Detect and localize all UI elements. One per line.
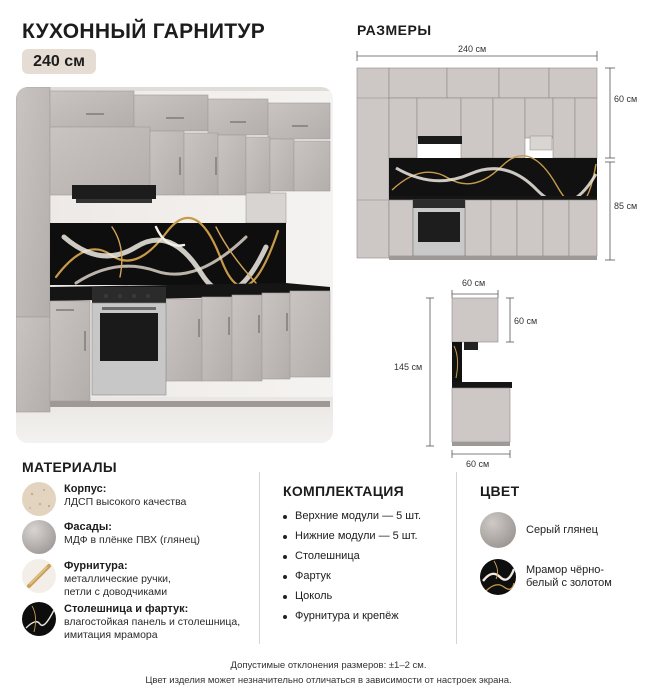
black-gold-marble-color-icon (480, 559, 516, 595)
bullet-icon (283, 575, 287, 579)
material-head: Столешница и фартук: (64, 603, 189, 615)
material-desc: имитация мрамора (64, 629, 158, 641)
list-item (283, 590, 421, 603)
material-item (22, 520, 200, 554)
kit-title: КОМПЛЕКТАЦИЯ (283, 483, 404, 499)
color-label-line: белый с золотом (526, 577, 612, 589)
divider (456, 472, 457, 644)
material-item (22, 602, 240, 642)
kitchen-photo (16, 87, 333, 443)
footnote-tolerance: Допустимые отклонения размеров: ±1–2 см. (230, 660, 427, 671)
color-label-line: Мрамор чёрно- (526, 564, 605, 576)
material-desc: ЛДСП высокого качества (64, 496, 187, 508)
size-badge: 240 см (22, 49, 96, 74)
colors-title: ЦВЕТ (480, 483, 520, 499)
front-width-label: 240 см (458, 44, 487, 54)
list-item (283, 550, 421, 563)
gold-handle-swatch-icon (22, 559, 56, 593)
footnote-color-disclaimer: Цвет изделия может незначительно отличаться в зависимости от настроек экрана. (145, 675, 512, 686)
front-lower-height-label: 85 см (614, 201, 638, 211)
divider (259, 472, 260, 644)
side-upper-height-label: 60 см (514, 316, 538, 326)
bullet-icon (283, 595, 287, 599)
side-elevation-drawing (420, 286, 530, 458)
side-top-depth-label: 60 см (462, 278, 486, 288)
materials-title: МАТЕРИАЛЫ (22, 459, 117, 475)
kit-item-label: Столешница (295, 550, 360, 562)
list-item (283, 510, 421, 523)
material-desc: металлические ручки, (64, 573, 171, 585)
side-total-height-label: 145 см (394, 362, 423, 372)
dimensions-title: РАЗМЕРЫ (357, 22, 432, 38)
bullet-icon (283, 615, 287, 619)
kit-item-label: Нижние модули — 5 шт. (295, 530, 418, 542)
black-marble-swatch-icon (22, 602, 56, 636)
material-desc: влагостойкая панель и столешница, (64, 616, 241, 628)
front-upper-height-label: 60 см (614, 94, 638, 104)
material-item (22, 559, 171, 599)
wood-chipboard-swatch-icon (22, 482, 56, 516)
list-item (283, 610, 421, 623)
color-option (480, 559, 612, 595)
color-label (526, 524, 598, 537)
front-elevation-drawing (352, 40, 647, 270)
list-item (283, 570, 421, 583)
material-desc: петли с доводчиками (64, 586, 168, 598)
kit-item-label: Цоколь (295, 590, 333, 602)
kit-item-label: Фартук (295, 570, 331, 582)
kit-item-label: Верхние модули — 5 шт. (295, 510, 422, 522)
material-head: Корпус: (64, 483, 107, 495)
material-head: Фурнитура: (64, 560, 128, 572)
color-label (526, 564, 612, 590)
material-head: Фасады: (64, 521, 112, 533)
bullet-icon (283, 535, 287, 539)
list-item (283, 530, 421, 543)
color-label-line: Серый глянец (526, 523, 598, 536)
side-bottom-depth-label: 60 см (466, 459, 490, 469)
gray-gloss-swatch-icon (22, 520, 56, 554)
bullet-icon (283, 515, 287, 519)
kit-item-label: Фурнитура и крепёж (295, 610, 399, 622)
page-title: КУХОННЫЙ ГАРНИТУР (22, 20, 266, 43)
gray-gloss-color-icon (480, 512, 516, 548)
material-item (22, 482, 186, 516)
bullet-icon (283, 555, 287, 559)
kit-list (283, 510, 421, 630)
material-desc: МДФ в плёнке ПВХ (глянец) (64, 534, 201, 546)
color-option (480, 512, 598, 548)
